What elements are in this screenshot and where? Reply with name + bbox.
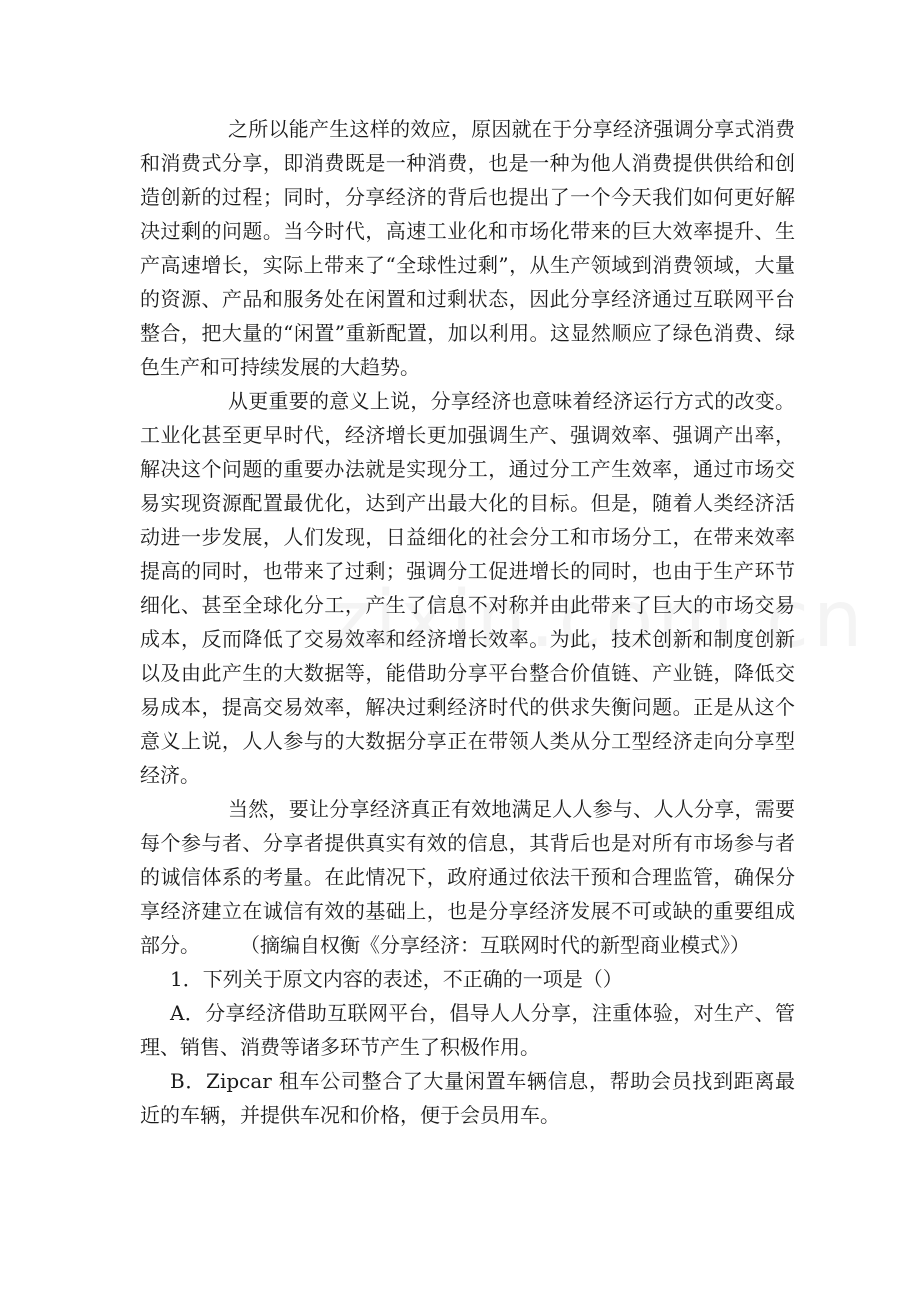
option-b: B．Zipcar 租车公司整合了大量闲置车辆信息，帮助会员找到距离最近的车辆，并提供车况和价格，便于会员用车。 bbox=[140, 1069, 795, 1127]
paragraph-2: 从更重要的意义上说，分享经济也意味着经济运行方式的改变。工业化甚至更早时代，经济增长更加强调生产、强调效率、强调产出率，解决这个问题的重要办法就是实现分工，通过分工产生效率，通过市场交易实现资源配置最优化，达到产出最大化的目标。但是，随着人类经济活动进一步发展，人们发现，日益细化的社会分工和市场分工，在带来效率提高的同时，也带来了过剩；强调分工促进增长的同时，也由于生产环节细化、甚至全球化分工，产生了信息不对称并由此带来了巨大的市场交易成本，反而降低了交易效率和经济增长效率。为此，技术创新和制度创新以及由此产生的大数据等，能借助分享平台整合价值链、产业链，降低交易成本，提高交易效率，解决过剩经济时代的供求失衡问题。正是从这个意义上说，人人参与的大数据分享正在带领人类从分工型经济走向分享型经济。 bbox=[140, 389, 795, 787]
paragraph-3 bbox=[140, 792, 795, 962]
option-a: A．分享经济借助互联网平台，倡导人人分享，注重体验，对生产、管理、销售、消费等诸多环节产生了积极作用。 bbox=[140, 1001, 795, 1059]
question-stem: 1．下列关于原文内容的表述，不正确的一项是（） bbox=[170, 967, 623, 991]
article-body bbox=[140, 112, 795, 1132]
article-source: （摘编自权衡《分享经济：互联网时代的新型商业模式》） bbox=[250, 933, 750, 957]
paragraph-1: 之所以能产生这样的效应，原因就在于分享经济强调分享式消费和消费式分享，即消费既是一种消费，也是一种为他人消费提供供给和创造创新的过程；同时，分享经济的背后也提出了一个今天我们如何更好解决过剩的问题。当今时代，高速工业化和市场化带来的巨大效率提升、生产高速增长，实际上带来了“全球性过剩”，从生产领域到消费领域，大量的资源、产品和服务处在闲置和过剩状态，因此分享经济通过互联网平台整合，把大量的“闲置”重新配置，加以利用。这显然顺应了绿色消费、绿色生产和可持续发展的大趋势。 bbox=[140, 117, 795, 379]
paragraph-3-text: 当然，要让分享经济真正有效地满足人人参与、人人分享，需要每个参与者、分享者提供真实有效的信息，其背后也是对所有市场参与者的诚信体系的考量。在此情况下，政府通过依法干预和合理监管，确保分享经济建立在诚信有效的基础上，也是分享经济发展不可或缺的重要组成部分。 bbox=[140, 797, 795, 957]
